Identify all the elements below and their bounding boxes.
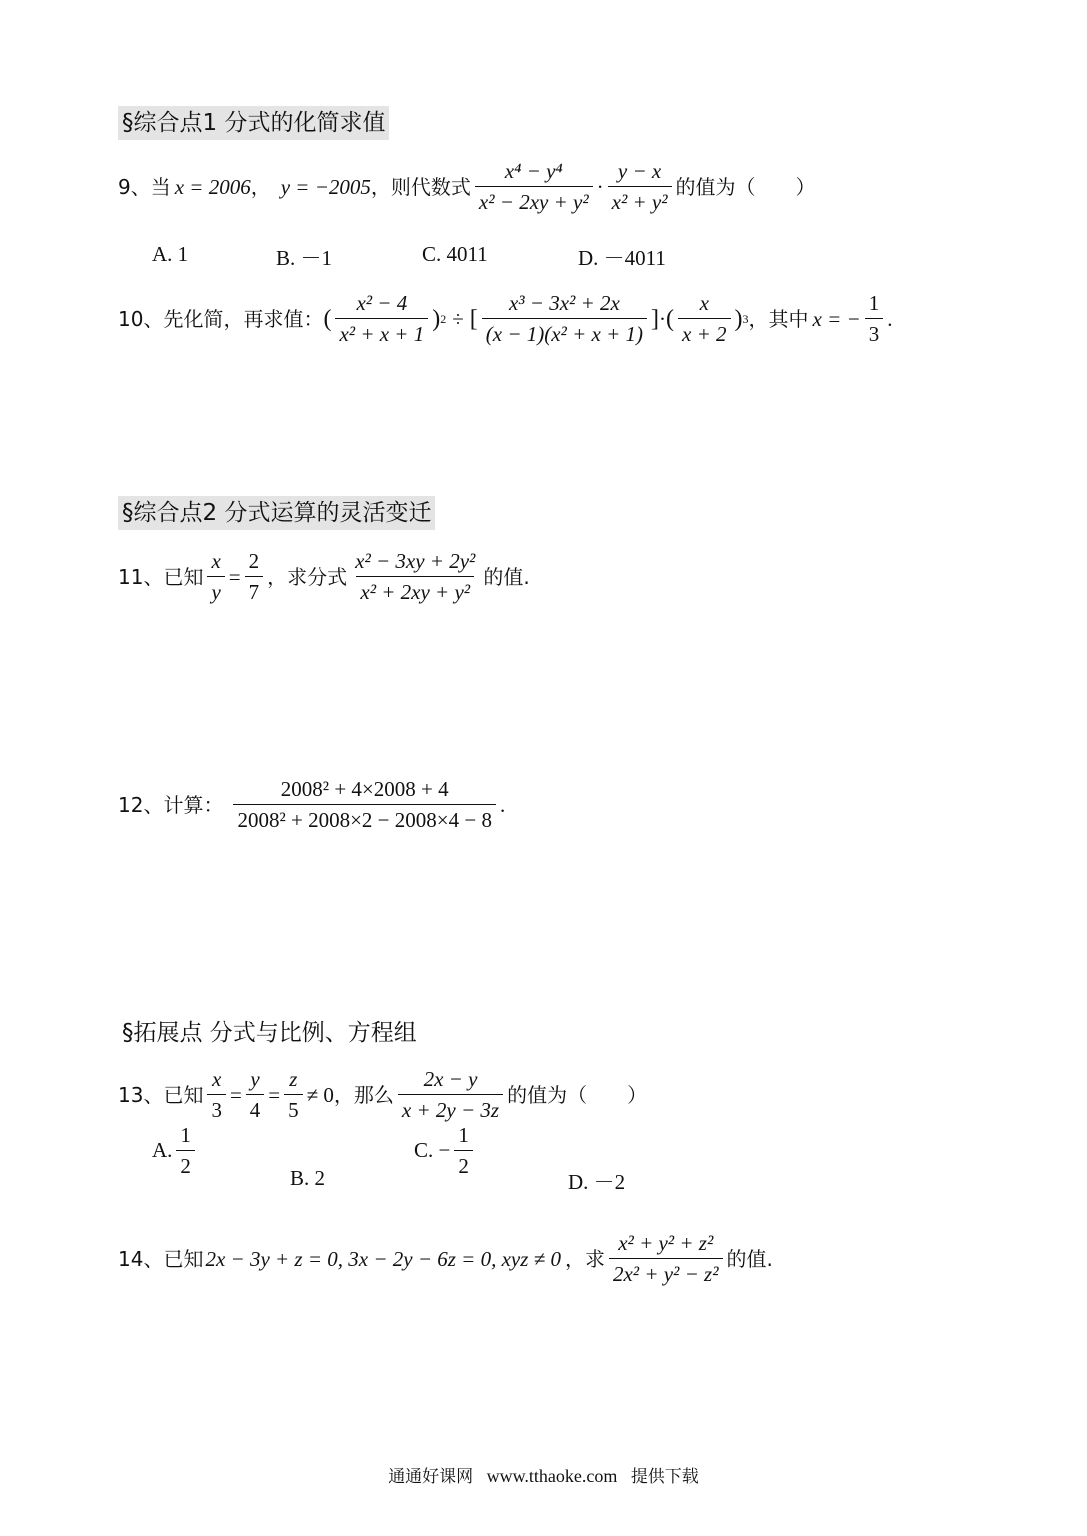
p10-value-denominator: 3 (865, 318, 884, 347)
p13-choice-c-prefix: C. − (414, 1137, 451, 1162)
p11-ratio-numerator: x (211, 549, 221, 573)
p13-choice-b: B. 2 (290, 1166, 326, 1190)
p13-f-numerator: 2x − y (423, 1067, 478, 1091)
p13-x-numerator: x (212, 1067, 222, 1091)
p11-mid: ，求分式 (267, 564, 348, 589)
p10-f2-numerator: x³ − 3x² + 2x (508, 291, 620, 315)
p9-f2-numerator: y − x (617, 159, 662, 183)
p13-choice-a-prefix: A. (152, 1137, 173, 1162)
p10-f3-numerator: x (699, 291, 709, 315)
problem-13 (118, 1066, 647, 1123)
p13-x-denominator: 3 (207, 1094, 226, 1123)
p10-paren-open: ( (323, 305, 332, 332)
p14-condition: 2x − 3y + z = 0, 3x − 2y − 6z = 0, xyz ≠ 0 (205, 1246, 561, 1271)
p13-frac-y (246, 1066, 265, 1123)
p14-tail: 的值. (726, 1246, 773, 1271)
section-title-1: §综合点1 分式的化简求值 (118, 106, 389, 140)
p13-choice-a-numerator: 1 (180, 1122, 191, 1147)
p9-choice-b: B. －1 (276, 246, 333, 270)
p13-z-numerator: z (289, 1067, 298, 1091)
p13-choice-a-fraction (176, 1122, 195, 1179)
p11-label: 11、已知 (118, 564, 204, 589)
problem-12 (118, 776, 505, 833)
p9-sep: ， (250, 174, 271, 199)
p13-eq-1: = (229, 1082, 242, 1107)
footer-download-text: 提供下载 (630, 1467, 699, 1487)
p9-mid: ，则代数式 (370, 174, 471, 199)
p14-label: 14、已知 (118, 1246, 204, 1271)
p13-choice-c-fraction (454, 1122, 473, 1179)
section-title-3: §拓展点 分式与比例、方程组 (122, 1020, 417, 1046)
problem-9 (118, 158, 816, 215)
p9-cond2: y = −2005 (280, 174, 371, 199)
problem-10: 10、先化简，再求值： ( $\frac{\text{x² − 4}}{\text{x² + x + 1}}$ ) 2 ÷ [ $\frac{\text{x³ − 3x² + 2x}}{\text{(x − 1)(x² + x + 1)}}$ ] · ( $\frac{x}{x + 2}$ ) 3 ，其中 x = − $\frac{1}{3}$ . (118, 291, 893, 346)
p13-frac-z (284, 1066, 303, 1123)
p13-choice-a-denominator: 2 (176, 1150, 195, 1179)
p11-tail: 的值. (483, 564, 530, 589)
p10-period: . (887, 306, 893, 331)
p13-choice-c (414, 1122, 477, 1179)
p13-label: 13、已知 (118, 1082, 204, 1107)
p10-f1-denominator: x² + x + 1 (335, 318, 428, 347)
p12-tail: . (499, 792, 506, 817)
p11-value (245, 548, 264, 605)
p13-tail: 的值为（ ） (507, 1082, 648, 1107)
p12-f-denominator: 2008² + 2008×2 − 2008×4 − 8 (233, 804, 496, 833)
p9-label: 9、当 (118, 174, 171, 199)
p14-mid: ，求 (564, 1246, 605, 1271)
p11-fraction (351, 548, 479, 605)
p9-tail: 的值为（ ） (675, 174, 816, 199)
p13-mid: ，那么 (333, 1082, 394, 1107)
p13-choice-d: D. －2 (568, 1170, 626, 1194)
footer-site-name: 通通好课网 (388, 1467, 474, 1487)
p14-fraction (609, 1230, 723, 1287)
p10-paren2-close: ) (734, 305, 743, 332)
p14-f-numerator: x² + y² + z² (618, 1231, 714, 1255)
p13-neq: ≠ 0 (306, 1082, 334, 1107)
p11-eq: = (228, 564, 241, 589)
p11-f-denominator: x² + 2xy + y² (356, 576, 474, 605)
p11-value-numerator: 2 (248, 549, 260, 573)
p9-cond1: x = 2006 (174, 174, 251, 199)
p10-dot: · (659, 306, 667, 331)
p10-x-eq: x = − (812, 306, 861, 331)
p10-paren2-open: ( (666, 305, 675, 332)
p14-f-denominator: 2x² + y² − z² (609, 1258, 723, 1287)
p13-choice-a (152, 1122, 199, 1179)
p9-f1-numerator: x⁴ − y⁴ (504, 159, 563, 183)
p10-divide: ÷ (452, 306, 464, 331)
p13-fraction (398, 1066, 503, 1123)
p13-y-denominator: 4 (246, 1094, 265, 1123)
page-footer (0, 1462, 1087, 1487)
p9-choice-a: A. 1 (152, 242, 189, 266)
p11-ratio (207, 548, 224, 605)
p10-label: 10、先化简，再求值： (118, 306, 324, 331)
p13-eq-2: = (268, 1082, 281, 1107)
footer-url[interactable]: www.tthaoke.com (486, 1466, 618, 1486)
p9-choice-c: C. 4011 (422, 242, 488, 266)
p10-f3-denominator: x + 2 (678, 318, 731, 347)
p10-fraction-3 (678, 290, 731, 347)
p12-fraction (233, 776, 496, 833)
p10-fraction-1 (335, 290, 428, 347)
p13-y-numerator: y (250, 1067, 260, 1091)
p11-f-numerator: x² − 3xy + 2y² (355, 549, 476, 573)
p10-value (865, 290, 884, 347)
p9-dot: · (596, 174, 604, 199)
p12-label: 12、计算： (118, 792, 224, 817)
p13-f-denominator: x + 2y − 3z (398, 1094, 503, 1123)
p10-paren-close: ) (432, 305, 441, 332)
p9-fraction-1 (475, 158, 593, 215)
p13-choice-c-numerator: 1 (458, 1122, 469, 1147)
p13-frac-x (207, 1066, 226, 1123)
p12-f-numerator: 2008² + 4×2008 + 4 (280, 777, 449, 801)
p11-value-denominator: 7 (245, 576, 264, 605)
p11-ratio-denominator: y (207, 576, 224, 605)
p10-bracket-close: ] (651, 305, 660, 332)
p13-z-denominator: 5 (284, 1094, 303, 1123)
p10-where: ，其中 (748, 306, 809, 331)
p9-choice-d: D. －4011 (578, 246, 666, 270)
p10-f1-numerator: x² − 4 (356, 291, 408, 315)
p10-bracket-open: [ (469, 305, 478, 332)
problem-11 (118, 548, 530, 605)
p9-f1-denominator: x² − 2xy + y² (475, 186, 593, 215)
p9-fraction-2 (608, 158, 672, 215)
problem-14 (118, 1230, 773, 1287)
p13-choice-c-denominator: 2 (454, 1150, 473, 1179)
p10-f2-denominator: (x − 1)(x² + x + 1) (482, 318, 647, 347)
p9-f2-denominator: x² + y² (608, 186, 672, 215)
section-title-2: §综合点2 分式运算的灵活变迁 (118, 496, 435, 530)
p10-value-numerator: 1 (868, 291, 880, 315)
p10-fraction-2 (482, 290, 647, 347)
